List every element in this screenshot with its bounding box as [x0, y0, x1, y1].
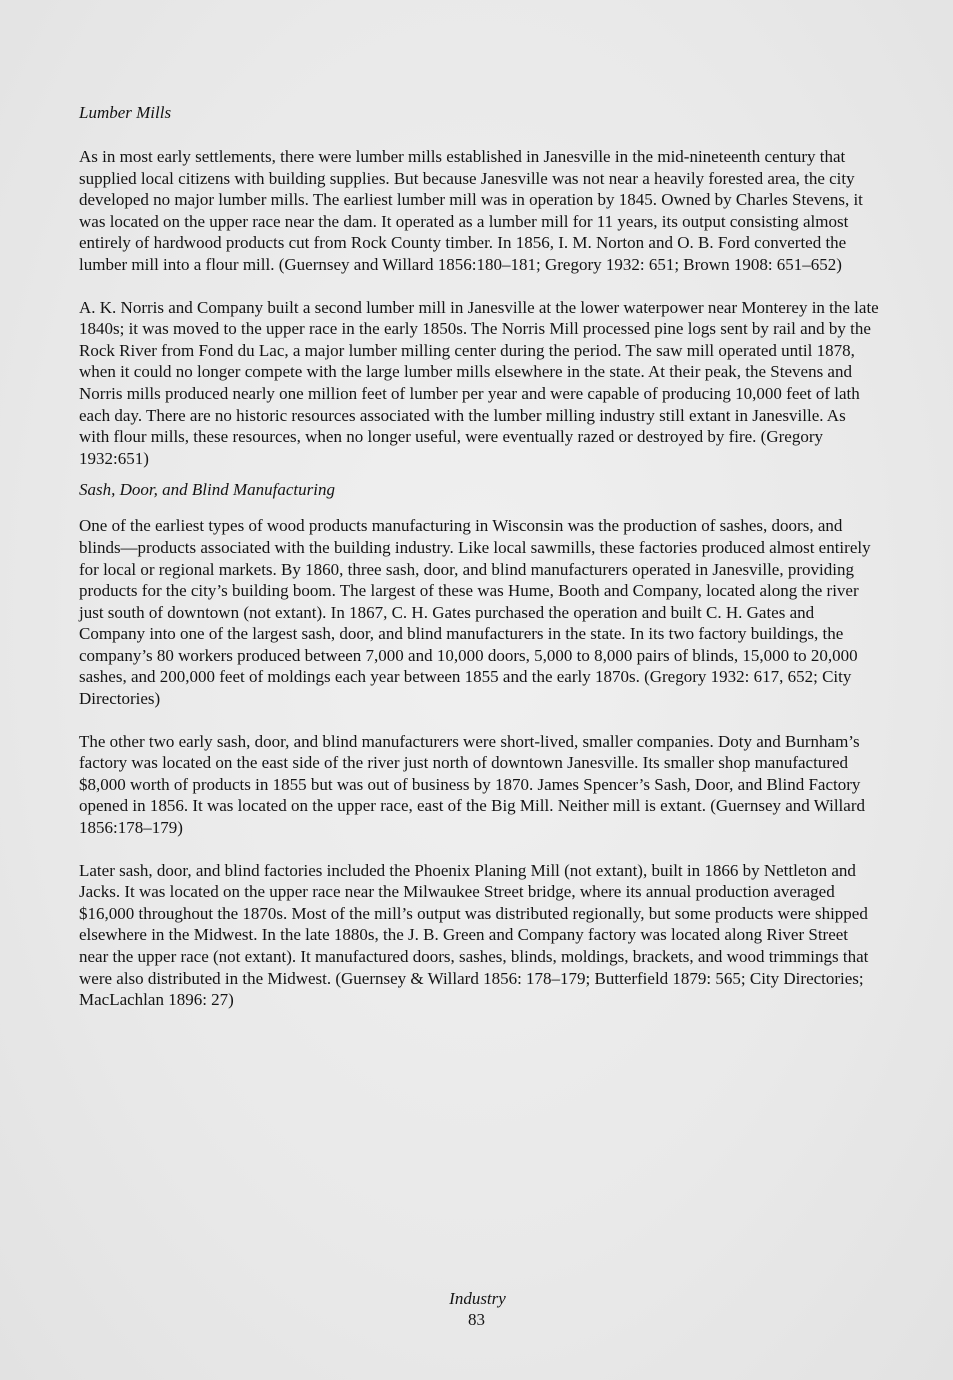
page-footer: [0, 1288, 953, 1330]
footer-section-title: Industry: [449, 1289, 506, 1308]
page-number: 83: [468, 1310, 485, 1329]
paragraph-lumber-1: As in most early settlements, there were lumber mills established in Janesville in the mid-nineteenth century that supplied local citizens with building supplies. But because Janesville was not near a heavily forested area, the city developed no major lumber mills. The earliest lumber mill was in operation by 1845. Owned by Charles Stevens, it was located on the upper race near the dam. It operated as a lumber mill for 11 years, its output consisting almost entirely of hardwood products cut from Rock County timber. In 1856, I. M. Norton and O. B. Ford converted the lumber mill into a flour mill. (Guernsey and Willard 1856:180–181; Gregory 1932: 651; Brown 1908: 651–652): [79, 147, 863, 274]
section-heading-lumber-mills: Lumber Mills: [79, 103, 172, 122]
paragraph-lumber-2: A. K. Norris and Company built a second lumber mill in Janesville at the lower waterpower near Monterey in the late 1840s; it was moved to the upper race in the early 1850s. The Norris Mill processed pine logs sent by rail and by the Rock River from Fond du Lac, a major lumber milling center during the period. The saw mill operated until 1878, when it could no longer compete with the large lumber mills elsewhere in the state. At their peak, the Stevens and Norris mills produced nearly one million feet of lumber per year and were capable of producing 10,000 feet of lath each day. There are no historic resources associated with the lumber milling industry still extant in Janesville. As with flour mills, these resources, when no longer useful, were eventually razed or destroyed by fire. (Gregory 1932:651): [79, 297, 879, 468]
paragraph-sash-2: The other two early sash, door, and blind manufacturers were short-lived, smaller companies. Doty and Burnham’s factory was located on the east side of the river just north of downtown Janesville. Its smaller shop manufactured $8,000 worth of products in 1855 but was out of business by 1870. James Spencer’s Sash, Door, and Blind Factory opened in 1856. It was located on the upper race, east of the Big Mill. Neither mill is extant. (Guernsey and Willard 1856:178–179): [79, 731, 865, 838]
paragraph-sash-3: Later sash, door, and blind factories included the Phoenix Planing Mill (not extant), built in 1866 by Nettleton and Jacks. It was located on the upper race near the Milwaukee Street bridge, where its annual production averaged $16,000 throughout the 1870s. Most of the mill’s output was distributed regionally, but some products were shipped elsewhere in the Midwest. In the late 1880s, the J. B. Green and Company factory was located along River Street near the upper race (not extant). It manufactured doors, sashes, blinds, moldings, brackets, and wood trimmings that were also distributed in the Midwest. (Guernsey & Willard 1856: 178–179; Butterfield 1879: 565; City Directories; MacLachlan 1896: 27): [79, 860, 869, 1010]
page-body: [79, 102, 879, 1032]
section-heading-sash-door-blind: Sash, Door, and Blind Manufacturing: [79, 480, 335, 500]
paragraph-sash-1: One of the earliest types of wood products manufacturing in Wisconsin was the production of sashes, doors, and blinds—products associated with the building industry. Like local sawmills, these factories produced almost entirely for local or regional markets. By 1860, three sash, door, and blind manufacturers operated in Janesville, providing products for the city’s building boom. The largest of these was Hume, Booth and Company, located along the river just south of downtown (not extant). In 1867, C. H. Gates purchased the operation and built C. H. Gates and Company into one of the largest sash, door, and blind manufacturers in the state. In its two factory buildings, the company’s 80 workers produced between 7,000 and 10,000 doors, 5,000 to 8,000 pairs of blinds, 15,000 to 20,000 sashes, and 200,000 feet of moldings each year between 1855 and the early 1870s. (Gregory 1932: 617, 652; City Directories): [79, 516, 871, 709]
